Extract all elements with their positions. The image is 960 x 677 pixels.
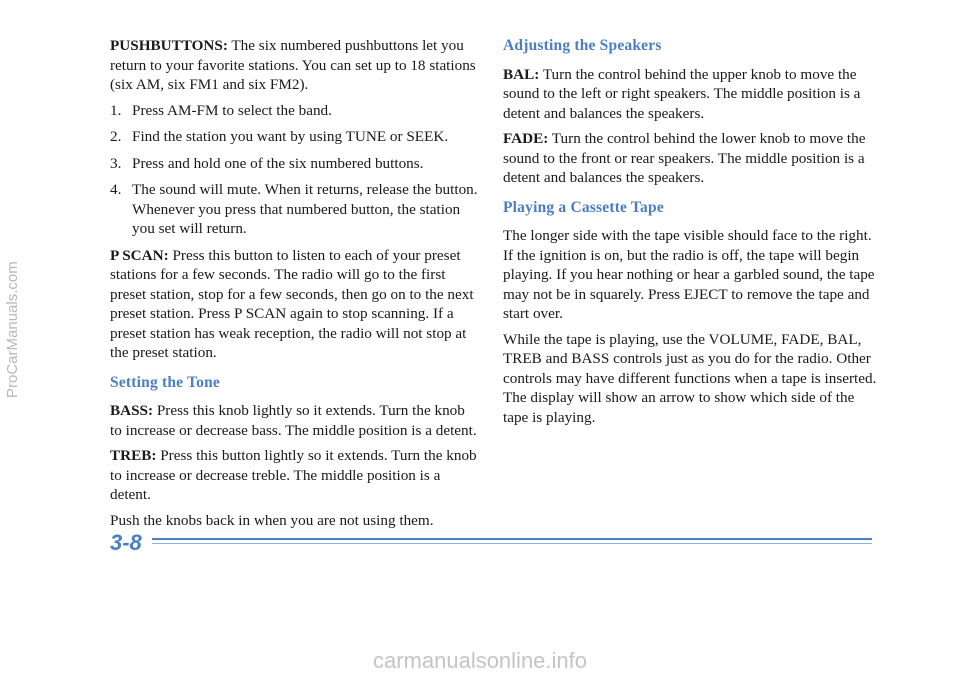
pushbuttons-term: PUSHBUTTONS:: [110, 37, 228, 54]
bal-text: Turn the control behind the upper knob to move the sound to the left or right speakers. The middle position is a detent and balances the speakers.: [503, 65, 861, 122]
bal-term: BAL:: [503, 65, 540, 83]
treb-text: Press this button lightly so it extends. Turn the knob to increase or decrease treble. The middle position is a detent.: [110, 447, 477, 503]
pushbuttons-paragraph: [110, 36, 480, 95]
step-text: Find the station you want by using TUNE or SEEK.: [132, 128, 449, 145]
bass-paragraph: [110, 401, 480, 440]
step-text: Press and hold one of the six numbered buttons.: [132, 154, 424, 172]
list-item: [110, 180, 480, 239]
bottom-watermark: carmanualsonline.info: [372, 648, 588, 673]
pscan-term: P SCAN:: [110, 246, 169, 264]
pscan-text: Press this button to listen to each of your preset stations for a few seconds. The radio will go to the first preset station, stop for a few seconds, then go on to the next preset station. Press P SCAN again to stop scanning. If a preset station has weak reception, the radio will not stop at the preset station.: [110, 246, 474, 361]
bal-paragraph: [503, 65, 878, 124]
step-number: 3.: [110, 154, 122, 172]
list-item: [110, 154, 480, 174]
step-number: 4.: [110, 181, 122, 198]
step-text: Press AM-FM to select the band.: [132, 101, 332, 119]
fade-text: Turn the control behind the lower knob to move the sound to the front or rear speakers. The middle position is a detent and balances the speakers.: [503, 130, 866, 186]
footer-rule: [152, 538, 872, 540]
speakers-heading: Adjusting the Speakers: [503, 37, 662, 54]
fade-term: FADE:: [503, 130, 549, 147]
bass-text: Press this knob lightly so it extends. Turn the knob to increase or decrease bass. The middle position is a detent.: [110, 402, 477, 439]
cassette-heading: Playing a Cassette Tape: [503, 198, 664, 216]
step-number: 2.: [110, 128, 122, 145]
fade-paragraph: [503, 129, 878, 188]
cassette-paragraph-1: The longer side with the tape visible should face to the right. If the ignition is on, but the radio is off, the tape will begin playing. If you hear nothing or hear a garbled sound, the tape may not be in squarely. Press EJECT to remove the tape and start over.: [503, 227, 875, 322]
list-item: [110, 101, 480, 121]
step-number: 1.: [110, 101, 122, 119]
left-column: [110, 36, 480, 536]
treb-term: TREB:: [110, 447, 157, 464]
bass-term: BASS:: [110, 402, 154, 419]
side-watermark: ProCarManuals.com: [4, 261, 21, 399]
pushbuttons-text: The six numbered pushbuttons let you return to your favorite stations. You can set up to 18 stations (six AM, six FM1 and six FM2).: [110, 37, 476, 93]
tone-heading: Setting the Tone: [110, 373, 220, 391]
page-number: 3-8: [110, 530, 142, 555]
list-item: [110, 127, 480, 147]
right-column: [503, 36, 878, 433]
step-text: The sound will mute. When it returns, release the button. Whenever you press that numbered button, the station you set will return.: [132, 181, 478, 237]
push-knobs-paragraph: Push the knobs back in when you are not using them.: [110, 511, 434, 529]
treb-paragraph: [110, 446, 480, 505]
steps-list: [110, 101, 480, 239]
page-footer: [110, 530, 872, 556]
footer-rule-thin: [152, 543, 872, 544]
cassette-paragraph-2: While the tape is playing, use the VOLUME, FADE, BAL, TREB and BASS controls just as you do for the radio. Other controls may have different functions when a tape is inserted. The display will show an arrow to show which side of the tape is playing.: [503, 330, 877, 426]
pscan-paragraph: [110, 246, 480, 363]
